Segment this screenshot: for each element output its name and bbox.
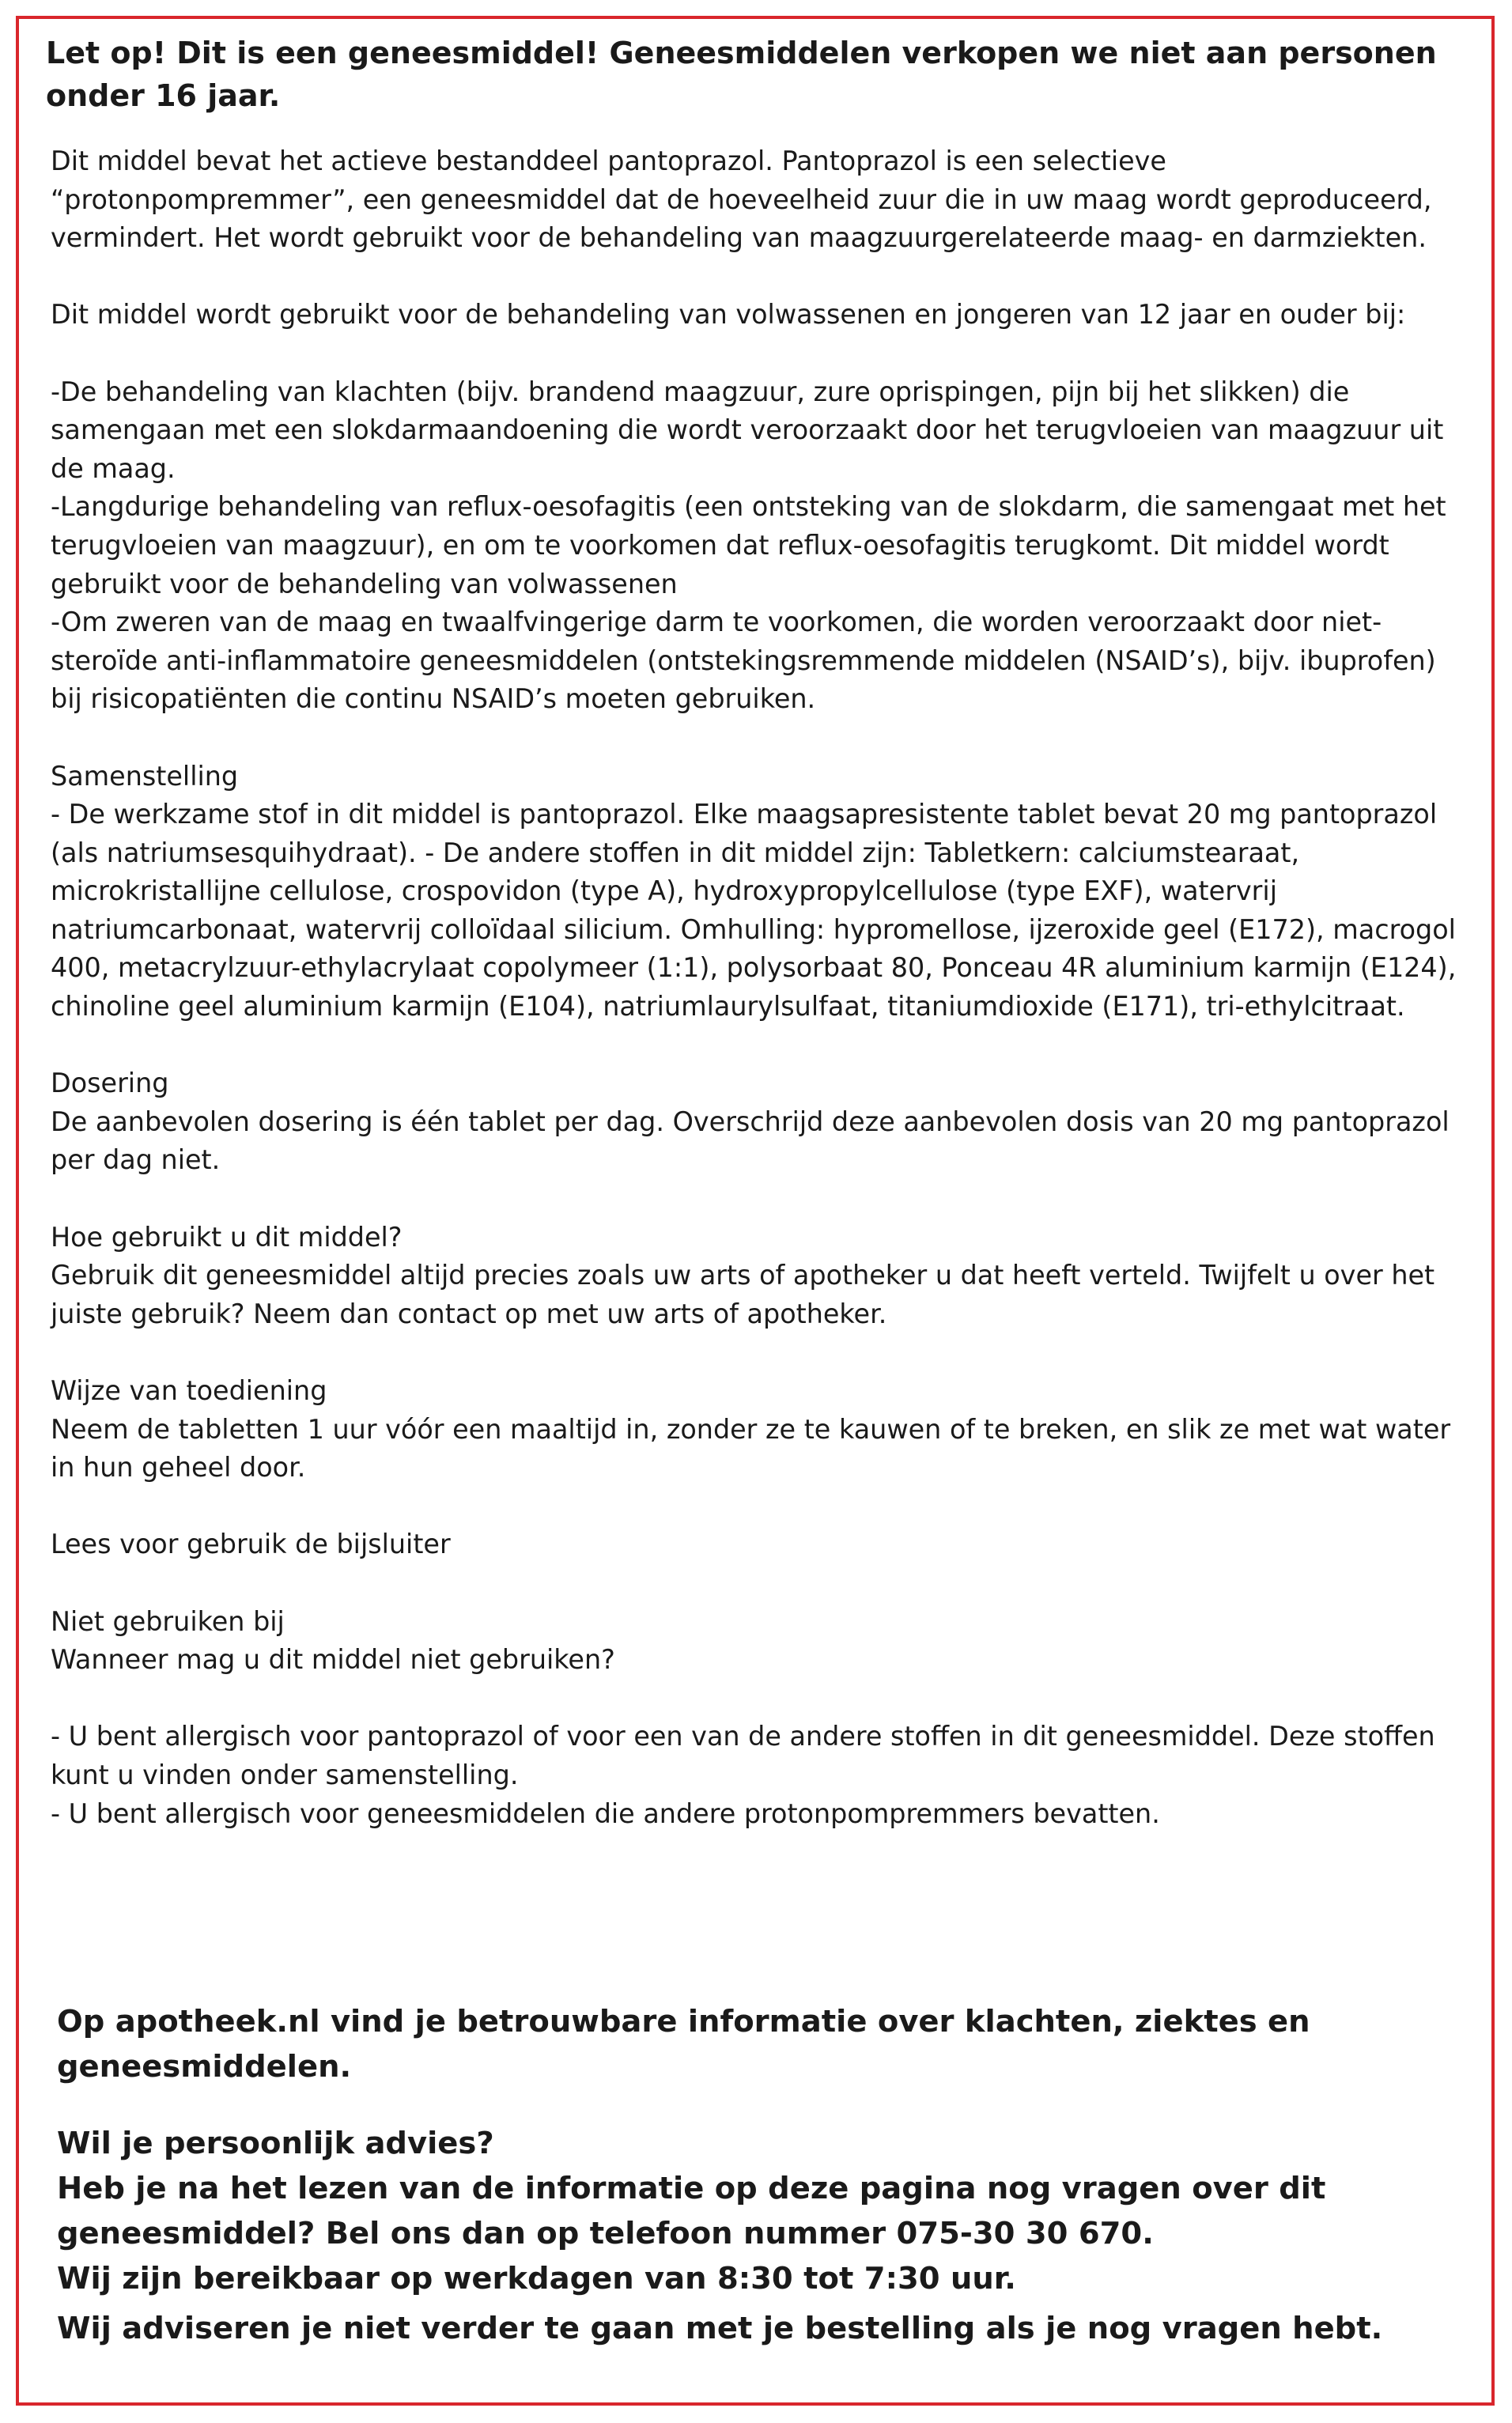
administration-text: Neem de tabletten 1 uur vóór een maaltijd in, zonder ze te kauwen of te breken, en slik ze met wat water in hun geheel door. — [51, 1413, 1451, 1484]
contraindication-item: - U bent allergisch voor geneesmiddelen die andere protonpompremmers bevatten. — [51, 1797, 1160, 1829]
usage-intro-paragraph: Dit middel wordt gebruikt voor de behandeling van volwassenen en jongeren van 12 jaar en ouder bij: — [51, 299, 1406, 331]
contraindication-item: - U bent allergisch voor pantoprazol of voor een van de andere stoffen in dit geneesmiddel. Deze stoffen kunt u vinden onder samenstelling. — [51, 1721, 1435, 1790]
leaflet-note: Lees voor gebruik de bijsluiter — [51, 1529, 451, 1560]
spacer — [51, 1487, 1466, 1526]
spacer — [51, 1680, 1466, 1718]
composition-text: - De werkzame stof in dit middel is pantoprazol. Elke maagsapresistente tablet bevat 20 mg pantoprazol (als natriumsesquihydraat). - De andere stoffen in dit middel zijn: Tabletkern: calciumstearaat, microkristallijne cellulose, crospovidon (type A), hydroxypropylcellulose (type EXF), watervrij natriumcarbonaat, watervrij colloïdaal silicium. Omhulling: hypromellose, ijzeroxide geel (E172), macrogol 400, metacrylzuur-ethylacrylaat copolymeer (1:1), polysorbaat 80, Ponceau 4R aluminium karmijn (E124), chinoline geel aluminium karmijn (E104), natriumlaurylsulfaat, titaniumdioxide (E171), tri-ethylcitraat. — [51, 799, 1457, 1022]
dosage-heading: Dosering — [51, 1068, 169, 1099]
contraindications-question: Wanneer mag u dit middel niet gebruiken? — [51, 1644, 615, 1676]
advice-heading: Wil je persoonlijk advies? — [57, 2126, 494, 2161]
spacer — [51, 1180, 1466, 1219]
info-source-text: Op apotheek.nl vind je betrouwbare informatie over klachten, ziektes en geneesmiddelen. — [57, 2004, 1310, 2085]
composition-heading: Samenstelling — [51, 760, 239, 792]
indication-item: -De behandeling van klachten (bijv. brandend maagzuur, zure oprispingen, pijn bij het slikken) die samengaan met een slokdarmaandoening die wordt veroorzaakt door het terugvloeien van maagzuur uit de maag. — [51, 376, 1444, 484]
pharmacy-footer — [57, 1999, 1465, 2351]
spacer — [51, 258, 1466, 297]
indication-item: -Om zweren van de maag en twaalfvingerige darm te voorkomen, die worden veroorzaakt door niet-steroïde anti-inflammatoire geneesmiddelen (ontstekingsremmende middelen (NSAID’s), bijv. ibuprofen) bij risicopatiënten die continu NSAID’s moeten gebruiken. — [51, 607, 1436, 715]
dosage-text: De aanbevolen dosering is één tablet per dag. Overschrijd deze aanbevolen dosis van 20 mg pantoprazol per dag niet. — [51, 1106, 1450, 1176]
spacer — [51, 335, 1466, 373]
spacer — [51, 1026, 1466, 1065]
spacer — [51, 1564, 1466, 1603]
contraindications-heading: Niet gebruiken bij — [51, 1605, 285, 1637]
age-warning: Let op! Dit is een geneesmiddel! Geneesmiddelen verkopen we niet aan personen onder 16 jaar. — [46, 36, 1437, 113]
spacer — [57, 2089, 1465, 2121]
order-recommendation: Wij adviseren je niet verder te gaan met je bestelling als je nog vragen hebt. — [57, 2311, 1383, 2346]
spacer — [51, 1333, 1466, 1372]
administration-heading: Wijze van toediening — [51, 1375, 327, 1406]
indication-item: -Langdurige behandeling van reflux-oesofagitis (een ontsteking van de slokdarm, die samengaat met het terugvloeien van maagzuur), en om te voorkomen dat reflux-oesofagitis terugkomt. Dit middel wordt gebruikt voor de behandeling van volwassenen — [51, 491, 1446, 599]
usage-heading: Hoe gebruikt u dit middel? — [51, 1221, 403, 1253]
usage-text: Gebruik dit geneesmiddel altijd precies zoals uw arts of apotheker u dat heeft verteld. Twijfelt u over het juiste gebruik? Neem dan contact op met uw arts of apotheker. — [51, 1260, 1435, 1329]
intro-paragraph: Dit middel bevat het actieve bestanddeel pantoprazol. Pantoprazol is een selectieve “protonpompremmer”, een geneesmiddel dat de hoeveelheid zuur die in uw maag wordt geproduceerd, vermindert. Het wordt gebruikt voor de behandeling van maagzuurgerelateerde maag- en darmziekten. — [51, 146, 1432, 254]
product-information — [51, 142, 1466, 1833]
spacer — [51, 719, 1466, 758]
advice-text: Heb je na het lezen van de informatie op deze pagina nog vragen over dit geneesmiddel? Bel ons dan op telefoon nummer 075-30 30 670. — [57, 2171, 1326, 2251]
availability-text: Wij zijn bereikbaar op werkdagen van 8:30 tot 7:30 uur. — [57, 2261, 1016, 2296]
